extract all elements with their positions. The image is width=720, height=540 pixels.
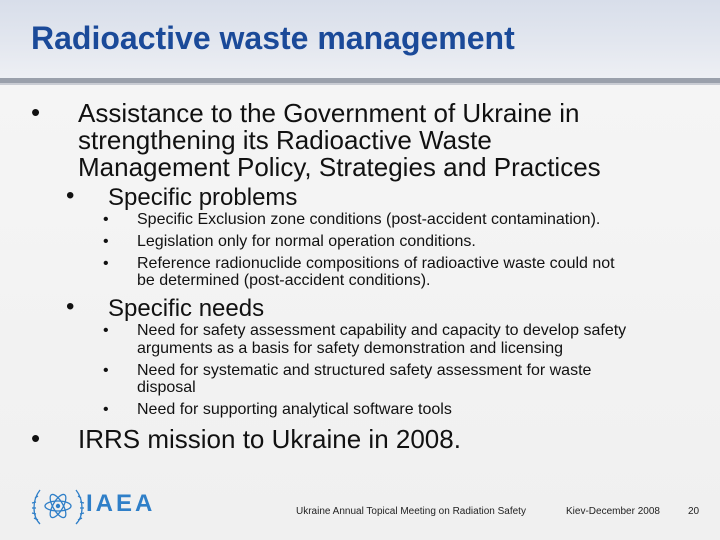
footer-date: Kiev-December 2008: [566, 506, 660, 517]
need-item: Need for supporting analytical software tools: [137, 401, 452, 418]
bullet-dot: •: [66, 182, 75, 209]
footer-meeting: Ukraine Annual Topical Meeting on Radiation Safety: [296, 506, 526, 517]
problem-item-cont: be determined (post-accident conditions).: [137, 272, 431, 289]
problem-item: Specific Exclusion zone conditions (post-accident contamination).: [137, 211, 601, 228]
bullet-text: strengthening its Radioactive Waste: [78, 125, 492, 155]
problem-item: Legislation only for normal operation conditions.: [137, 233, 476, 250]
bullet-text: IRRS mission to Ukraine in 2008.: [78, 424, 461, 454]
header-divider-shadow: [0, 83, 720, 85]
iaea-emblem-icon: [28, 480, 88, 532]
bullet-dot: •: [103, 211, 109, 228]
page-number: 20: [688, 506, 700, 517]
bullet-dot: •: [66, 293, 75, 320]
bullet-dot: •: [103, 255, 109, 272]
bullet-text: Management Policy, Strategies and Practices: [78, 152, 601, 182]
bullet-dot: •: [31, 423, 41, 453]
need-item: Need for safety assessment capability and capacity to develop safety: [137, 322, 627, 339]
bullet-dot: •: [103, 362, 109, 379]
problem-item: Reference radionuclide compositions of radioactive waste could not: [137, 255, 615, 272]
need-item: Need for systematic and structured safety assessment for waste: [137, 362, 592, 379]
subheading-needs: Specific needs: [108, 295, 265, 322]
iaea-logo-text: IAEA: [86, 490, 156, 517]
subheading-problems: Specific problems: [108, 184, 298, 211]
bullet-dot: •: [103, 233, 109, 250]
bullet-dot: •: [103, 322, 109, 339]
need-item-cont: disposal: [137, 379, 196, 396]
slide-title: Radioactive waste management: [31, 20, 515, 56]
bullet-dot: •: [31, 97, 41, 127]
bullet-dot: •: [103, 401, 109, 418]
bullet-text: Assistance to the Government of Ukraine in: [78, 98, 580, 128]
need-item-cont: arguments as a basis for safety demonstration and licensing: [137, 340, 564, 357]
